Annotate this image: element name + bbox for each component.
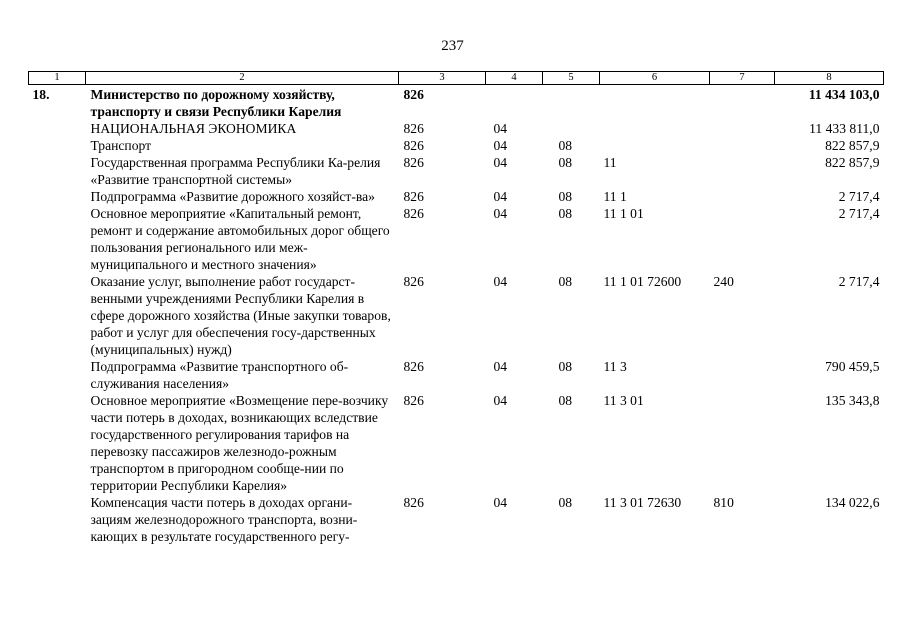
table-row	[29, 188, 884, 205]
table-row	[29, 273, 884, 358]
ministry-code: 826	[403, 495, 424, 510]
page-number: 237	[441, 38, 464, 54]
row-number	[29, 120, 86, 137]
ministry-code: 826	[403, 393, 424, 408]
table-row	[29, 137, 884, 154]
ministry-code: 826	[403, 138, 424, 153]
section-code	[486, 85, 543, 121]
target-article-code: 11	[603, 155, 617, 170]
subsection-code	[543, 85, 600, 121]
table-row	[29, 392, 884, 494]
row-name: Подпрограмма «Развитие дорожного хозяйст-ва»	[90, 189, 375, 204]
amount: 790 459,5	[825, 359, 880, 374]
amount: 11 433 811,0	[809, 121, 880, 136]
row-name: Основное мероприятие «Капитальный ремонт, ремонт и содержание автомобильных дорог общего пользования регионального или меж-муниципального и местного значения»	[90, 206, 390, 272]
row-number	[29, 154, 86, 188]
row-number: 18.	[32, 87, 50, 102]
target-article-code: 11 3 01	[603, 393, 644, 408]
table-row	[29, 358, 884, 392]
amount: 2 717,4	[838, 189, 880, 204]
amount: 135 343,8	[825, 393, 880, 408]
expense-type-code	[710, 120, 775, 137]
expense-type-code	[710, 358, 775, 392]
row-number	[29, 494, 86, 545]
row-name: Основное мероприятие «Возмещение пере-возчику части потерь в доходах, возникающих вследствие государственного регулирования тарифов на перевозку пассажиров железнодо-рожным транспортом в пригородном сообще-нии по территории Республики Карелия»	[90, 393, 389, 493]
subsection-code: 08	[558, 138, 573, 153]
subsection-code: 08	[558, 189, 573, 204]
row-name: Министерство по дорожному хозяйству, транспорту и связи Республики Карелия	[90, 87, 342, 119]
ministry-code: 826	[403, 274, 424, 289]
column-number: 1	[29, 72, 86, 85]
ministry-code: 826	[403, 121, 424, 136]
column-number: 2	[86, 72, 399, 85]
ministry-code: 826	[403, 359, 424, 374]
section-code: 04	[493, 121, 508, 136]
subsection-code: 08	[558, 495, 573, 510]
target-article-code: 11 3	[603, 359, 627, 374]
section-code: 04	[493, 206, 508, 221]
expense-type-code	[710, 392, 775, 494]
section-code: 04	[493, 359, 508, 374]
row-name: Подпрограмма «Развитие транспортного об-служивания населения»	[90, 359, 349, 391]
row-number	[29, 273, 86, 358]
expense-type-code	[710, 205, 775, 273]
ministry-code: 826	[403, 189, 424, 204]
amount: 822 857,9	[825, 155, 880, 170]
target-article-code	[600, 85, 710, 121]
table-row	[29, 85, 884, 121]
row-number	[29, 137, 86, 154]
section-code: 04	[493, 393, 508, 408]
row-name: Государственная программа Республики Ка-релия «Развитие транспортной системы»	[90, 155, 381, 187]
row-number	[29, 205, 86, 273]
column-number: 6	[600, 72, 710, 85]
subsection-code: 08	[558, 206, 573, 221]
ministry-code: 826	[403, 87, 424, 102]
column-number: 4	[486, 72, 543, 85]
section-code: 04	[493, 155, 508, 170]
target-article-code	[600, 120, 710, 137]
target-article-code: 11 3 01 72630	[603, 495, 682, 510]
budget-table	[28, 71, 884, 545]
table-row	[29, 120, 884, 137]
subsection-code: 08	[558, 359, 573, 374]
row-name: Транспорт	[90, 138, 152, 153]
ministry-code: 826	[403, 206, 424, 221]
expense-type-code	[710, 137, 775, 154]
expense-type-code: 240	[713, 274, 734, 289]
ministry-code: 826	[403, 155, 424, 170]
column-number: 3	[399, 72, 486, 85]
subsection-code: 08	[558, 155, 573, 170]
section-code: 04	[493, 189, 508, 204]
table-row	[29, 154, 884, 188]
row-number	[29, 358, 86, 392]
row-name: НАЦИОНАЛЬНАЯ ЭКОНОМИКА	[90, 121, 297, 136]
column-number: 8	[775, 72, 884, 85]
expense-type-code	[710, 85, 775, 121]
section-code: 04	[493, 138, 508, 153]
amount: 822 857,9	[825, 138, 880, 153]
row-number	[29, 188, 86, 205]
row-name: Компенсация части потерь в доходах органи-зациям железнодорожного транспорта, возни-кающих в результате государственного регу-	[90, 495, 358, 544]
subsection-code: 08	[558, 393, 573, 408]
target-article-code: 11 1	[603, 189, 627, 204]
column-number: 7	[710, 72, 775, 85]
expense-type-code: 810	[713, 495, 734, 510]
column-number-row	[29, 72, 884, 85]
row-name: Оказание услуг, выполнение работ государст-венными учреждениями Республики Карелия в сфере дорожного хозяйства (Иные закупки товаров, работ и услуг для обеспечения госу-дарственных (муниципальных) нужд)	[90, 274, 391, 357]
amount: 134 022,6	[825, 495, 880, 510]
section-code: 04	[493, 495, 508, 510]
amount: 11 434 103,0	[808, 87, 880, 102]
subsection-code	[543, 120, 600, 137]
expense-type-code	[710, 188, 775, 205]
column-number: 5	[543, 72, 600, 85]
table-row	[29, 494, 884, 545]
amount: 2 717,4	[838, 274, 880, 289]
subsection-code: 08	[558, 274, 573, 289]
expense-type-code	[710, 154, 775, 188]
table-row	[29, 205, 884, 273]
amount: 2 717,4	[838, 206, 880, 221]
section-code: 04	[493, 274, 508, 289]
target-article-code: 11 1 01	[603, 206, 644, 221]
table-body	[29, 85, 884, 546]
target-article-code	[600, 137, 710, 154]
target-article-code: 11 1 01 72600	[603, 274, 682, 289]
row-number	[29, 392, 86, 494]
